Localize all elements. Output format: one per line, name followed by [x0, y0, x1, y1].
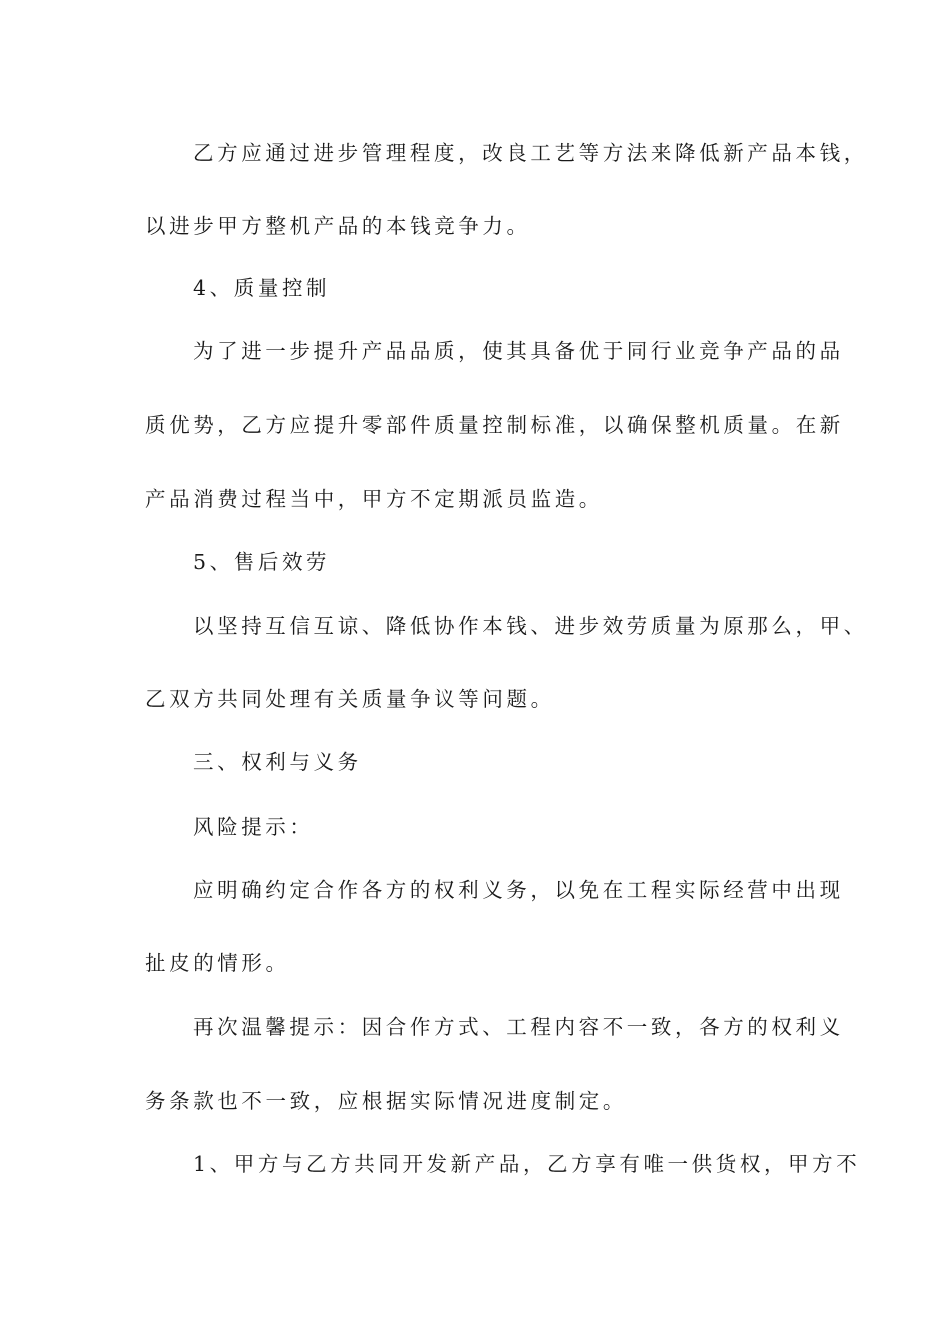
- section-heading-after-sales: 5、售后效劳: [193, 550, 331, 574]
- paragraph-line-5: 质优势，乙方应提升零部件质量控制标准，以确保整机质量。在新: [145, 413, 844, 437]
- paragraph-line-15: 务条款也不一致，应根据实际情况进度制定。: [145, 1089, 627, 1113]
- paragraph-line-1: 乙方应通过进步管理程度，改良工艺等方法来降低新产品本钱，: [193, 141, 868, 165]
- paragraph-line-6: 产品消费过程当中，甲方不定期派员监造。: [145, 487, 603, 511]
- paragraph-line-12: 应明确约定合作各方的权利义务，以免在工程实际经营中出现: [193, 878, 844, 902]
- paragraph-line-4: 为了进一步提升产品品质，使其具备优于同行业竞争产品的品: [193, 339, 844, 363]
- paragraph-line-13: 扯皮的情形。: [145, 951, 290, 975]
- paragraph-line-2: 以进步甲方整机产品的本钱竞争力。: [145, 214, 531, 238]
- section-heading-quality-control: 4、质量控制: [193, 276, 331, 300]
- risk-notice-label: 风险提示：: [193, 815, 314, 839]
- section-heading-rights-obligations: 三、权利与义务: [193, 750, 362, 774]
- paragraph-line-14: 再次温馨提示：因合作方式、工程内容不一致，各方的权利义: [193, 1015, 844, 1039]
- paragraph-line-9: 乙双方共同处理有关质量争议等问题。: [145, 687, 555, 711]
- paragraph-line-8: 以坚持互信互谅、降低协作本钱、进步效劳质量为原那么，甲、: [193, 614, 868, 638]
- paragraph-line-16: 1、甲方与乙方共同开发新产品，乙方享有唯一供货权，甲方不: [193, 1152, 861, 1176]
